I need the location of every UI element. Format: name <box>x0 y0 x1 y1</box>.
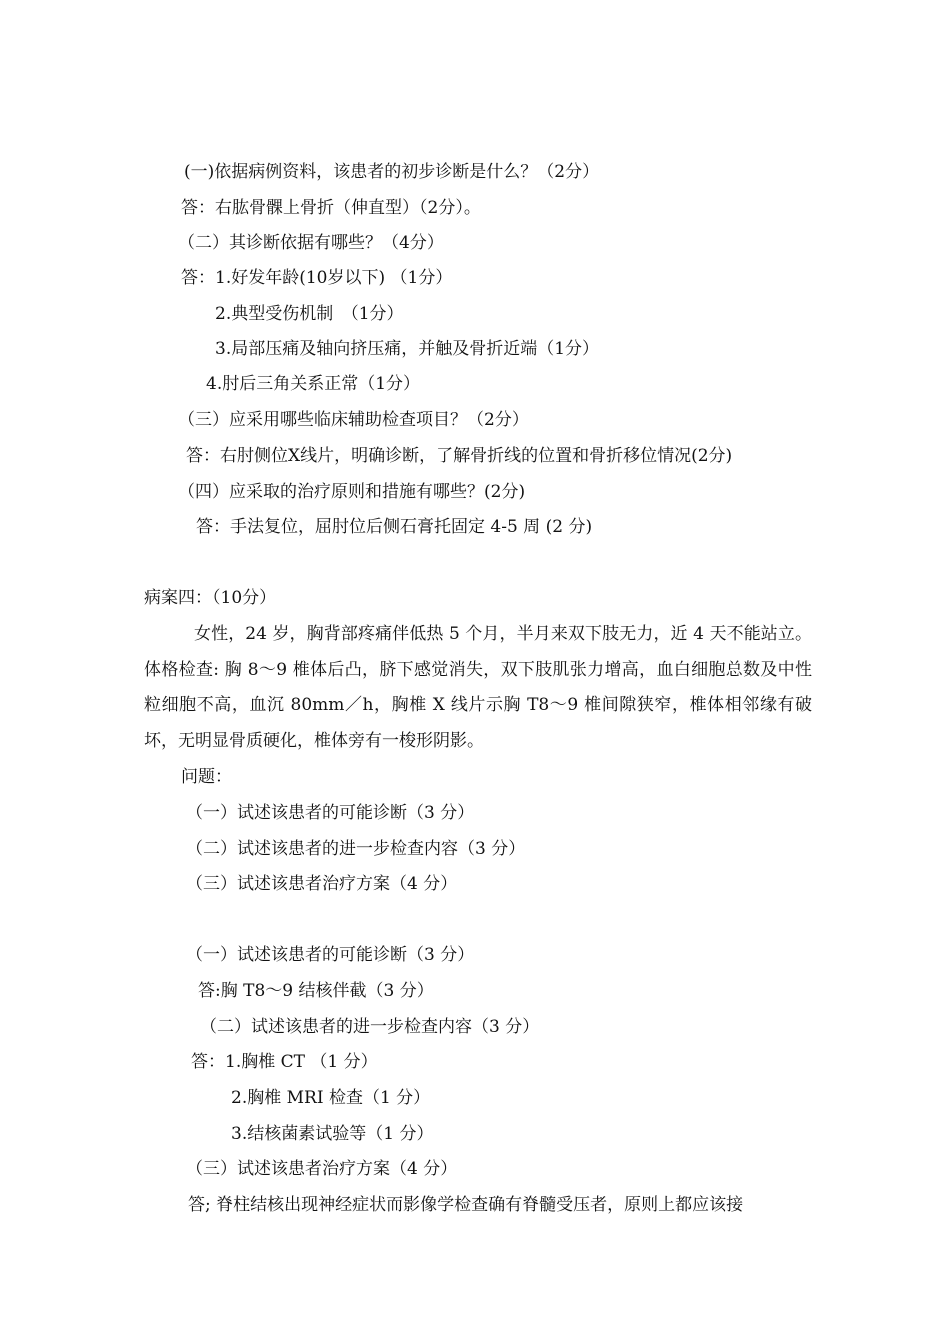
case3-answer-3: 答：右肘侧位X线片，明确诊断，了解骨折线的位置和骨折移位情况(2分) <box>186 446 733 466</box>
case3-question-3: （三）应采用哪些临床辅助检查项目？（2分） <box>178 410 529 430</box>
case3-answer-2-item-2: 2.典型受伤机制 （1分） <box>215 304 404 324</box>
case4-answer-2-item-1: 答：1.胸椎 CT （1 分） <box>191 1052 378 1072</box>
case4-answer-2-item-2: 2.胸椎 MRI 检查（1 分） <box>231 1088 431 1108</box>
case3-question-1: (一)依据病例资料，该患者的初步诊断是什么？（2分） <box>184 162 600 182</box>
case3-question-2: （二）其诊断依据有哪些？（4分） <box>178 233 444 253</box>
case4-answer-heading-2: （二）试述该患者的进一步检查内容（3 分） <box>200 1017 540 1037</box>
case4-answer-2-item-3: 3.结核菌素试验等（1 分） <box>231 1124 434 1144</box>
case3-answer-2-item-3: 3.局部压痛及轴向挤压痛，并触及骨折近端（1分） <box>215 339 600 359</box>
case4-answer-heading-3: （三）试述该患者治疗方案（4 分） <box>186 1159 458 1179</box>
case3-answer-2-item-4: 4.肘后三角关系正常（1分） <box>206 374 421 394</box>
case4-question-3: （三）试述该患者治疗方案（4 分） <box>186 874 458 894</box>
case4-answer-heading-1: （一）试述该患者的可能诊断（3 分） <box>186 945 475 965</box>
case4-title: 病案四：（10分） <box>144 588 277 608</box>
case4-answer-3: 答; 脊柱结核出现神经症状而影像学检查确有脊髓受压者，原则上都应该接 <box>188 1195 744 1215</box>
case4-description: 女性，24 岁，胸背部疼痛伴低热 5 个月，半月来双下肢无力，近 4 天不能站立。体格检查: 胸 8～9 椎体后凸，脐下感觉消失，双下肢肌张力增高，血白细胞总数及中性粒细胞不高，血沉 80mm／h，胸椎 X 线片示胸 T8～9 椎间隙狭窄，椎体相邻缘有破坏，无明显骨质硬化，椎体旁有一梭形阴影。 <box>144 624 812 751</box>
case3-question-4: （四）应采取的治疗原则和措施有哪些？(2分) <box>178 482 526 502</box>
case4-answer-1: 答:胸 T8～9 结核伴截（3 分） <box>198 981 434 1001</box>
case3-answer-4: 答：手法复位，屈肘位后侧石膏托固定 4-5 周 (2 分) <box>196 517 593 537</box>
case4-question-2: （二）试述该患者的进一步检查内容（3 分） <box>186 839 526 859</box>
case4-questions-label: 问题： <box>181 767 232 787</box>
case4-question-1: （一）试述该患者的可能诊断（3 分） <box>186 803 475 823</box>
case3-answer-1: 答：右肱骨髁上骨折（伸直型）（2分）。 <box>181 198 481 218</box>
case3-answer-2-item-1: 答：1.好发年龄(10岁以下) （1分） <box>181 268 453 288</box>
